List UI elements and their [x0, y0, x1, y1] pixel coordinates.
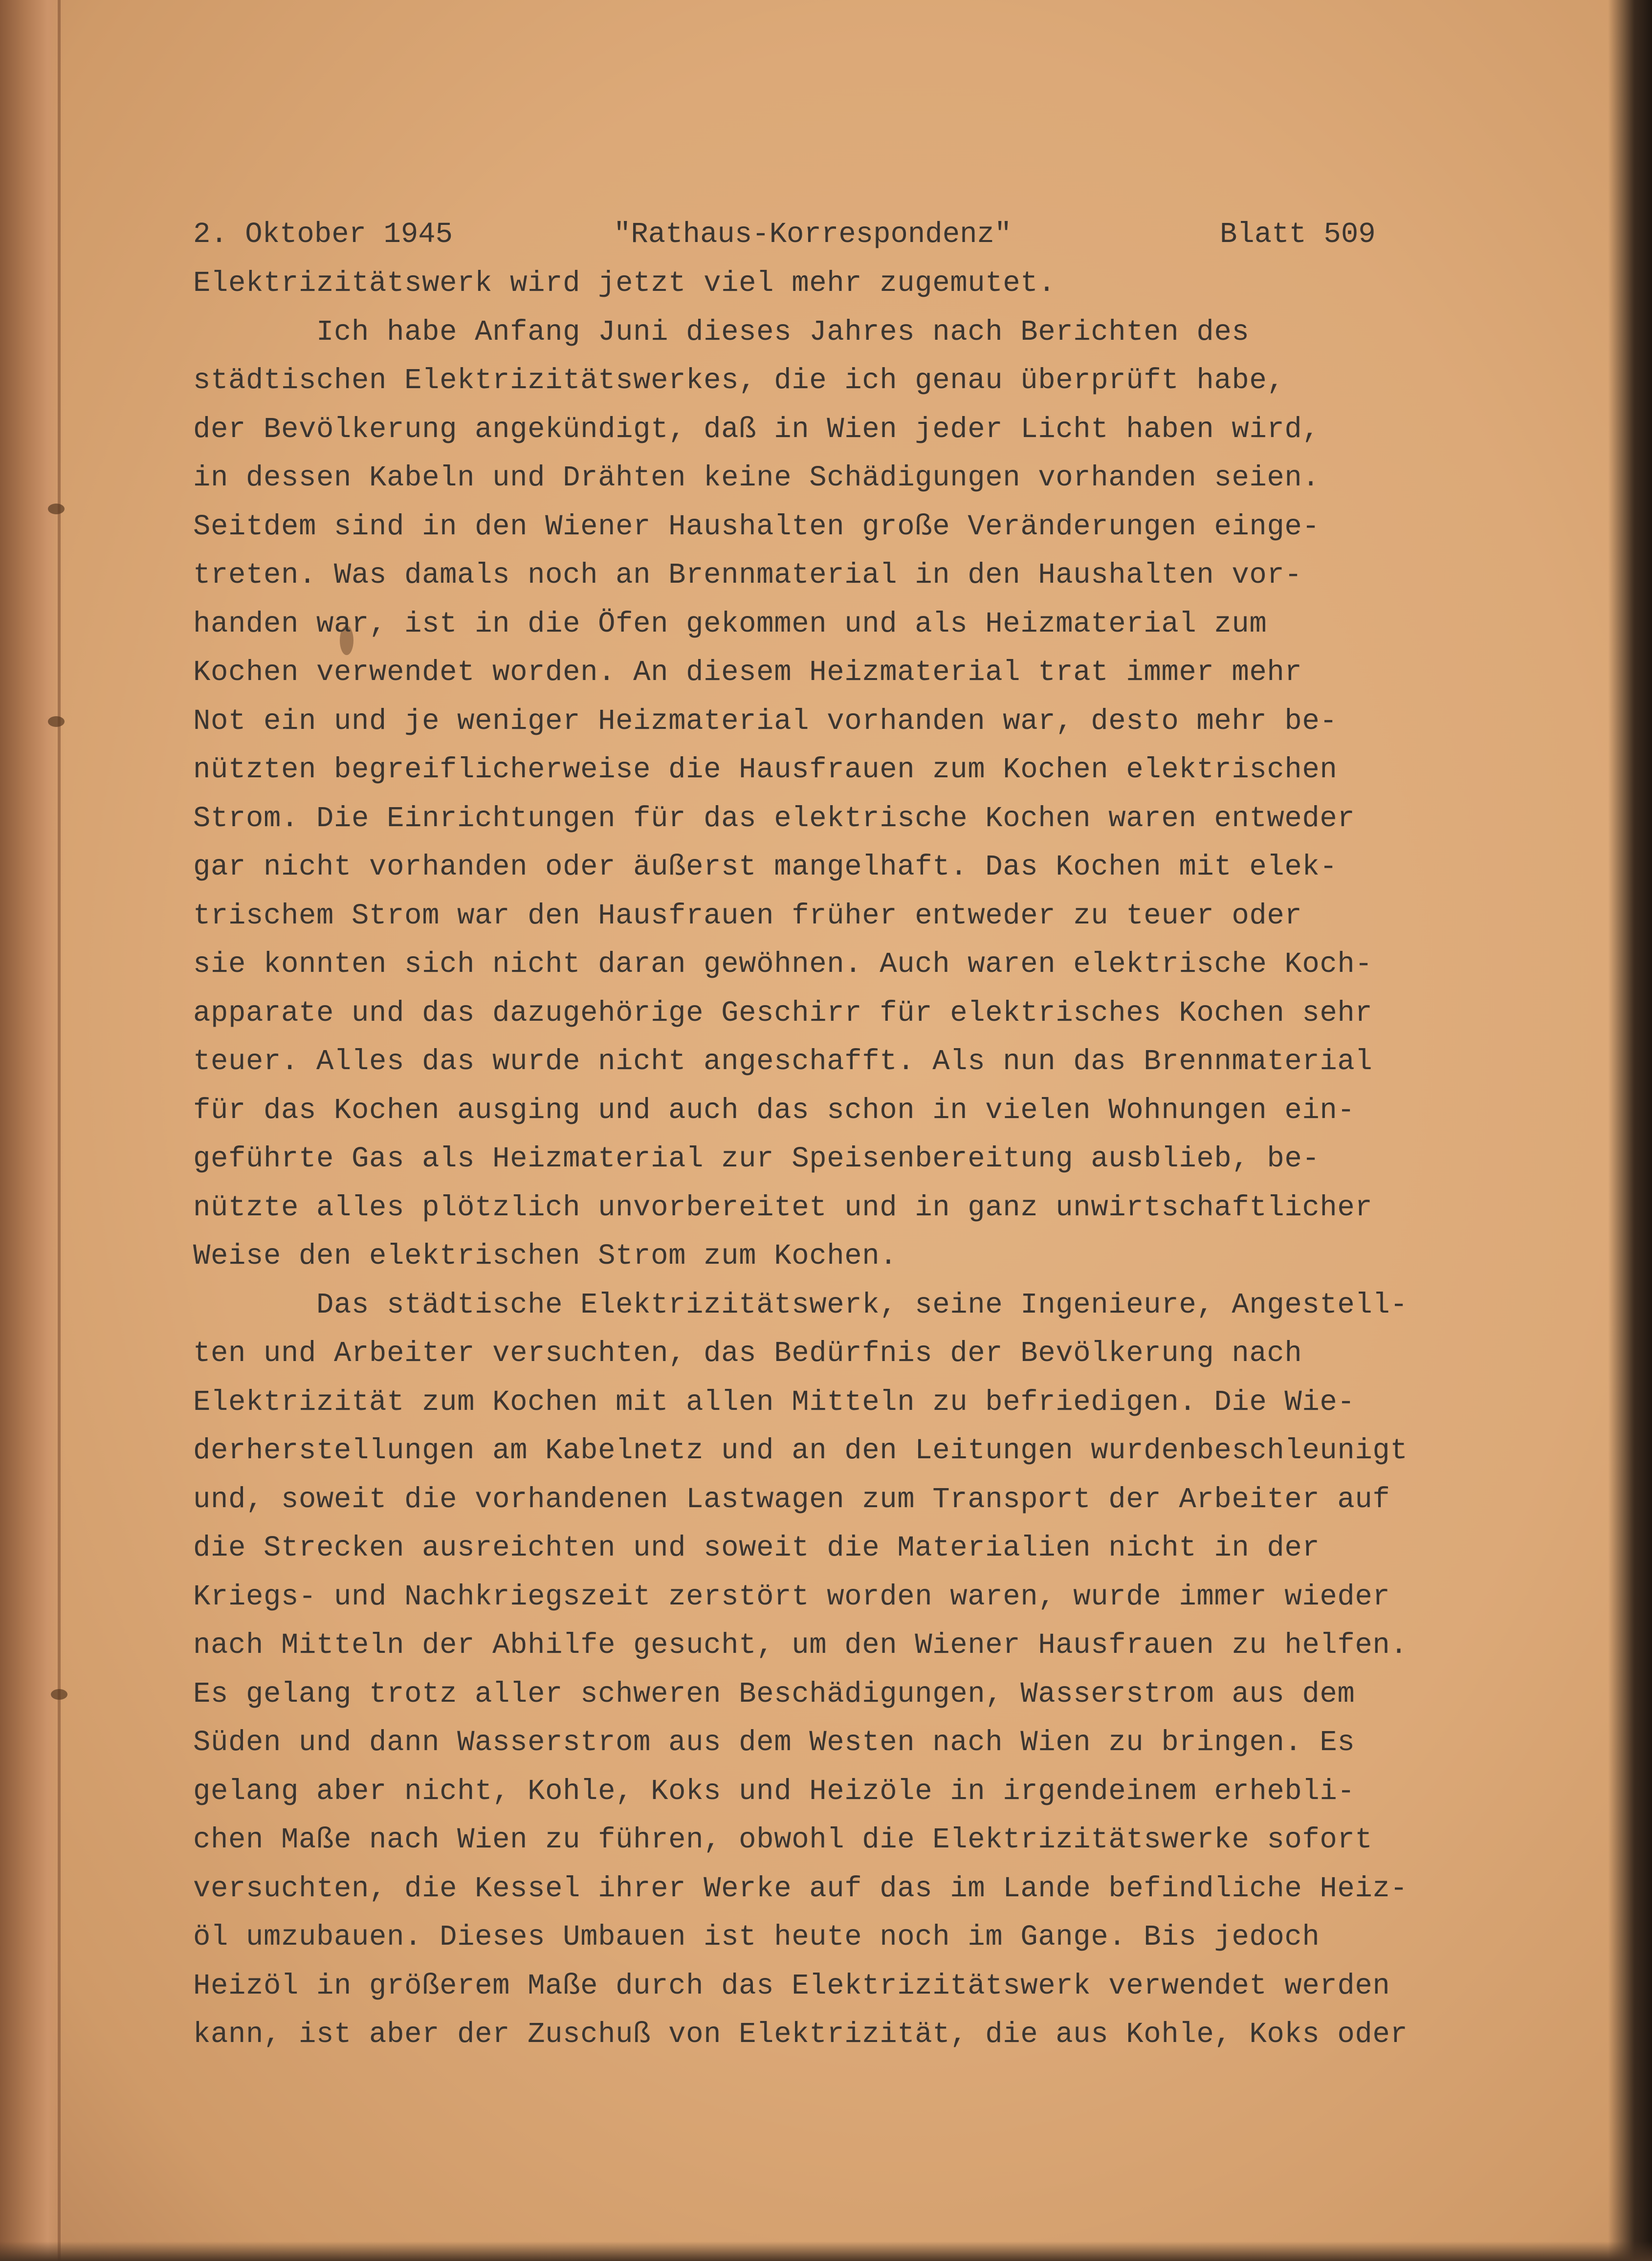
text-line: Heizöl in größerem Maße durch das Elektrizitätswerk verwendet werden — [193, 1969, 1390, 2002]
text-line: gar nicht vorhanden oder äußerst mangelhaft. Das Kochen mit elek- — [193, 851, 1338, 883]
binding-hole-2 — [48, 716, 65, 727]
text-line: nützte alles plötzlich unvorbereitet und in ganz unwirtschaftlicher — [193, 1191, 1373, 1224]
binding-hole-3 — [51, 1689, 67, 1700]
header-date: 2. Oktober 1945 — [193, 218, 453, 251]
text-line: treten. Was damals noch an Brennmaterial in den Haushalten vor- — [193, 559, 1302, 592]
header-sheet-number: Blatt 509 — [1220, 218, 1376, 251]
text-line: Es gelang trotz aller schweren Beschädigungen, Wasserstrom aus dem — [193, 1677, 1355, 1711]
text-line: Das städtische Elektrizitätswerk, seine Ingenieure, Angestell- — [193, 1288, 1408, 1321]
text-line: und, soweit die vorhandenen Lastwagen zum Transport der Arbeiter auf — [193, 1483, 1390, 1516]
text-line: Süden und dann Wasserstrom aus dem Westen nach Wien zu bringen. Es — [193, 1726, 1355, 1759]
text-line: für das Kochen ausging und auch das schon in vielen Wohnungen ein- — [193, 1094, 1355, 1127]
binding-fold-line — [58, 0, 61, 2261]
text-line: öl umzubauen. Dieses Umbauen ist heute noch im Gange. Bis jedoch — [193, 1921, 1320, 1954]
text-line: Weise den elektrischen Strom zum Kochen. — [193, 1240, 898, 1273]
text-line: in dessen Kabeln und Drähten keine Schädigungen vorhanden seien. — [193, 461, 1320, 494]
text-line: sie konnten sich nicht daran gewöhnen. Auch waren elektrische Koch- — [193, 948, 1373, 981]
text-line: Strom. Die Einrichtungen für das elektrische Kochen waren entweder — [193, 802, 1355, 835]
text-line: Kriegs- und Nachkriegszeit zerstört worden waren, wurde immer wieder — [193, 1580, 1390, 1613]
text-line: gelang aber nicht, Kohle, Koks und Heizöle in irgendeinem erhebli- — [193, 1775, 1355, 1808]
text-line: versuchten, die Kessel ihrer Werke auf das im Lande befindliche Heiz- — [193, 1872, 1408, 1905]
document-header — [193, 210, 1415, 259]
text-line: Ich habe Anfang Juni dieses Jahres nach Berichten des — [193, 315, 1250, 349]
text-line: Elektrizität zum Kochen mit allen Mitteln zu befriedigen. Die Wie- — [193, 1385, 1355, 1419]
page-right-edge — [1608, 0, 1652, 2261]
text-line: apparate und das dazugehörige Geschirr für elektrisches Kochen sehr — [193, 996, 1373, 1030]
text-line: Not ein und je weniger Heizmaterial vorhanden war, desto mehr be- — [193, 704, 1338, 738]
body-text — [193, 259, 1582, 2059]
text-line: derherstellungen am Kabelnetz und an den Leitungen wurdenbeschleunigt — [193, 1434, 1408, 1467]
text-line: Elektrizitätswerk wird jetzt viel mehr zugemutet. — [193, 267, 1056, 300]
page-binding-edge — [0, 0, 64, 2261]
text-line: der Bevölkerung angekündigt, daß in Wien jeder Licht haben wird, — [193, 413, 1320, 446]
text-line: Seitdem sind in den Wiener Haushalten große Veränderungen einge- — [193, 510, 1320, 543]
page-bottom-edge — [0, 2241, 1652, 2261]
text-line: kann, ist aber der Zuschuß von Elektrizität, die aus Kohle, Koks oder — [193, 2018, 1408, 2051]
text-line: Kochen verwendet worden. An diesem Heizmaterial trat immer mehr — [193, 656, 1302, 689]
text-line: ten und Arbeiter versuchten, das Bedürfnis der Bevölkerung nach — [193, 1337, 1302, 1370]
text-line: städtischen Elektrizitätswerkes, die ich genau überprüft habe, — [193, 364, 1285, 397]
text-line: geführte Gas als Heizmaterial zur Speisenbereitung ausblieb, be- — [193, 1142, 1320, 1175]
binding-hole-1 — [48, 504, 65, 514]
header-publication: "Rathaus-Korrespondenz" — [614, 218, 1012, 251]
text-line: nach Mitteln der Abhilfe gesucht, um den Wiener Hausfrauen zu helfen. — [193, 1629, 1408, 1662]
text-line: nützten begreiflicherweise die Hausfrauen zum Kochen elektrischen — [193, 753, 1338, 786]
text-line: chen Maße nach Wien zu führen, obwohl die Elektrizitätswerke sofort — [193, 1823, 1373, 1856]
text-line: trischem Strom war den Hausfrauen früher entweder zu teuer oder — [193, 899, 1302, 932]
text-line: teuer. Alles das wurde nicht angeschafft. Als nun das Brennmaterial — [193, 1045, 1373, 1078]
text-line: die Strecken ausreichten und soweit die Materialien nicht in der — [193, 1532, 1320, 1564]
text-line: handen war, ist in die Öfen gekommen und als Heizmaterial zum — [193, 607, 1267, 640]
